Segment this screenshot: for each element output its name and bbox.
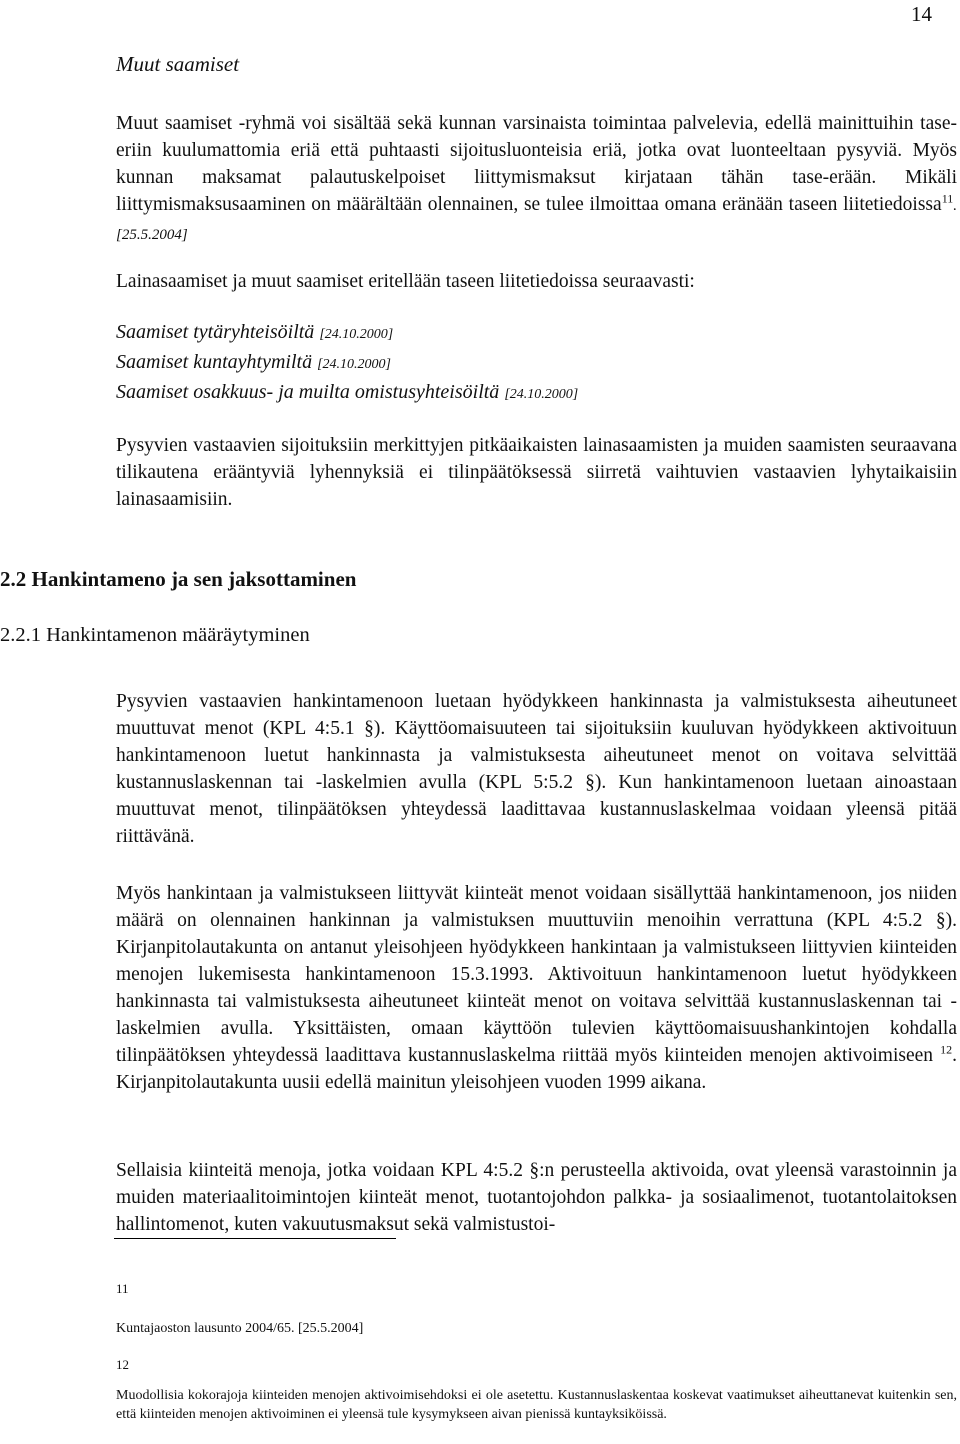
paragraph-hankintameno: Pysyvien vastaavien hankintamenoon luetaan hyödykkeen hankinnasta ja valmistuksesta aiheutuneet muuttuvat menot (KPL 4:5.1 §). Käyttöomaisuuteen tai sijoituksiin kuuluvan hyödykkeen aktivoituun hankintamenoon luetut hankinnasta ja valmistuksesta aiheutuneet menot on voitava selvittää kustannuslaskennan tai -laskelmien avulla (KPL 5:5.2 §). Kun hankintamenoon luetaan ainoastaan muuttuvat menot, tilinpäätöksen yhteydessä laadittavaa kustannuslaskelmaa voidaan yleensä pitää riittävänä. [116,691,957,847]
footnote-text-12: Muodollisia kokorajoja kiinteiden menojen aktivoimisehdoksi ei ole asetettu. Kustannuslaskentaa koskevat vaatimukset aiheuttanevat kuitenkin sen, että kiinteiden menojen aktivoiminen ei yleensä tule kysymykseen aivan pienissä kuntayksiköissä. [116,1388,957,1422]
subsection-heading-2-2-1: 2.2.1 Hankintamenon määräytyminen [0,624,310,646]
paragraph-muut-saamiset [116,110,957,249]
list-item-date: [24.10.2000] [504,387,579,402]
amendment-date: . [25.5.2004] [116,198,957,243]
list-item-date: [24.10.2000] [319,327,394,342]
footnote-divider [114,1238,396,1239]
list-item [116,351,391,374]
page-number: 14 [911,2,932,26]
footnote-number-12: 12 [116,1357,129,1372]
paragraph-text: Myös hankintaan ja valmistukseen liittyvät kiinteät menot voidaan sisällyttää hankintamenoon, jos niiden määrä on olennainen hankinnan ja valmistuksen muuttuviin menoihin verrattuna (KPL 4:5.2 §). Kirjanpitolautakunta on antanut yleisohjeen hyödykkeen hankintaan ja valmistukseen liittyvien kiinteiden menojen lukemisesta hankintamenoon 15.3.1993. Aktivoituun hankintamenoon luetut hyödykkeen hankinnasta tai valmistuksesta aiheutuneet kiinteät menot on voitava selvittää kustannuslaskennan tai -laskelmien avulla. Yksittäisten, omaan käyttöön tulevien käyttöomaisuushankintojen kohdalla tilinpäätöksen yhteydessä laadittava kustannuslaskelma riittää myös kiinteiden menojen aktivoimiseen [116,883,957,1066]
list-item-label: Saamiset osakkuus- ja muilta omistusyhteisöiltä [116,381,500,403]
list-item-label: Saamiset tytäryhteisöiltä [116,321,315,343]
list-item [116,321,393,344]
paragraph-text: . Kirjanpitolautakunta uusii edellä mainitun yleisohjeen vuoden 1999 aikana. [116,1045,957,1093]
list-item-label: Saamiset kuntayhtymiltä [116,351,313,373]
paragraph-kiinteat-menot [116,880,957,1096]
paragraph-text: Muut saamiset -ryhmä voi sisältää sekä kunnan varsinaista toimintaa palvelevia, edellä mainittuihin tase-eriin kuulumattomia eriä että puhtaasti sijoitusluonteisia eriä, jotka ovat luonteeltaan pysyviä. Myös kunnan maksamat palautuskelpoiset liittymismaksut kirjataan tähän tase-erään. Mikäli liittymismaksusaaminen on määrältään olennainen, se tulee ilmoittaa omana eränään taseen liitetiedoissa [116,113,957,215]
list-item [116,381,578,404]
paragraph-pysyvien-vastaavien: Pysyvien vastaavien sijoituksiin merkittyjen pitkäaikaisten lainasaamisten ja muiden saamisten seuraavana tilikautena erääntyviä lyhennyksiä ei tilinpäätöksessä siirretä vaihtuvien vastaavien lyhytaikaisiin lainasaamisiin. [116,435,957,510]
footnote-text-11: Kuntajaoston lausunto 2004/65. [25.5.2004] [116,1321,364,1336]
list-item-date: [24.10.2000] [317,357,391,372]
footnote-ref-11[interactable]: 11 [941,191,954,206]
paragraph-sellaisia-kiinteita: Sellaisia kiinteitä menoja, jotka voidaan KPL 4:5.2 §:n perusteella aktivoida, ovat yleensä varastoinnin ja muiden materiaalitoimintojen kiinteät menot, tuotantojohdon palkka- ja sosiaalimenot, tuotantolaitoksen hallintomenot, kuten vakuutusmaksut sekä valmistustoi- [116,1160,957,1235]
paragraph-lainasaamiset: Lainasaamiset ja muut saamiset eritellään taseen liitetiedoissa seuraavasti: [116,271,695,292]
footnote-number-11: 11 [116,1281,129,1296]
footnote-ref-12[interactable]: 12 [940,1042,953,1057]
section-heading-2-2: 2.2 Hankintameno ja sen jaksottaminen [0,567,357,591]
section-heading-muut-saamiset: Muut saamiset [116,52,240,76]
